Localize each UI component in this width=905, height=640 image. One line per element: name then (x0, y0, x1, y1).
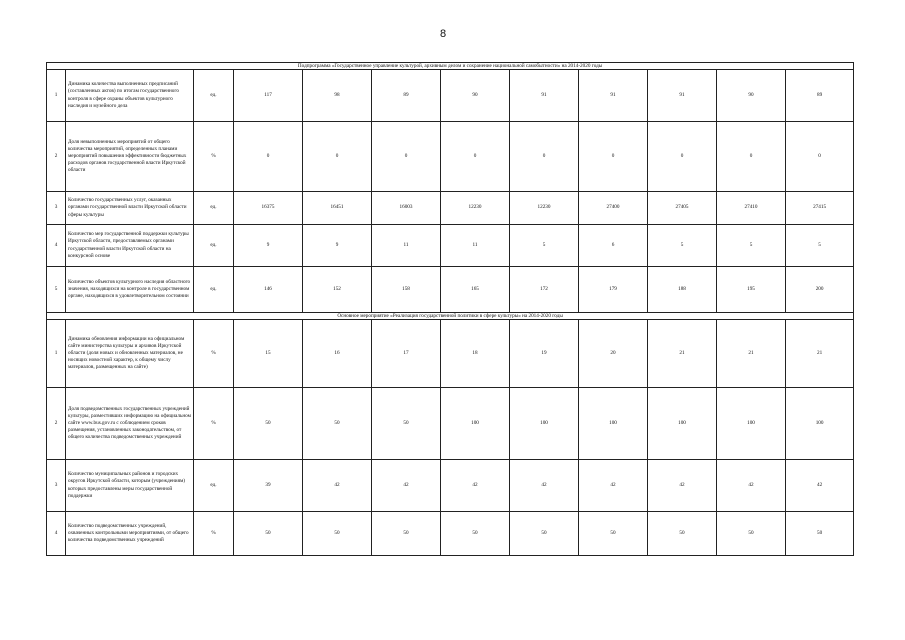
row-number-cell: 3 (47, 460, 66, 512)
unit-cell: % (194, 320, 234, 388)
value-cell: 100 (717, 388, 786, 460)
table-row (47, 388, 854, 460)
indicators-table (46, 62, 854, 556)
section-title: Основное мероприятие «Реализация государственной политики в сфере культуры» на 2014-2020 годы (47, 313, 854, 320)
unit-cell: ед. (194, 192, 234, 225)
value-cell: 172 (510, 267, 579, 313)
value-cell: 42 (510, 460, 579, 512)
indicator-description-cell: Доля подведомственных государственных учреждений культуры, разместивших информацию на официальном сайте www.bus.gov.ru с соблюдением сроков размещения, установленных законодательством, от общего количества подведомственных учреждений (66, 388, 194, 460)
unit-cell: % (194, 388, 234, 460)
table-row (47, 267, 854, 313)
value-cell: 146 (234, 267, 303, 313)
value-cell: 12230 (441, 192, 510, 225)
value-cell: 50 (441, 512, 510, 556)
value-cell: 50 (303, 512, 372, 556)
value-cell: 50 (372, 388, 441, 460)
value-cell: 117 (234, 70, 303, 122)
value-cell: 42 (717, 460, 786, 512)
page-number: 8 (440, 28, 447, 40)
value-cell: 50 (234, 512, 303, 556)
value-cell: 89 (372, 70, 441, 122)
value-cell: 50 (234, 388, 303, 460)
value-cell: 50 (786, 512, 854, 556)
value-cell: 179 (579, 267, 648, 313)
value-cell: 17 (372, 320, 441, 388)
value-cell: 50 (579, 512, 648, 556)
indicator-description-cell: Количество мер государственной поддержки культуры Иркутской области, предоставляемых органами государственной власти Иркутской области на конкурсной основе (66, 225, 194, 267)
value-cell: 100 (579, 388, 648, 460)
indicator-description-cell: Количество муниципальных районов и городских округов Иркутской области, которым (учреждениям) которых предоставлены меры государственной поддержки (66, 460, 194, 512)
value-cell: 27410 (717, 192, 786, 225)
value-cell: 0 (648, 122, 717, 192)
row-number-cell: 2 (47, 388, 66, 460)
value-cell: 27405 (648, 192, 717, 225)
row-number-cell: 1 (47, 70, 66, 122)
value-cell: 39 (234, 460, 303, 512)
value-cell: 188 (648, 267, 717, 313)
value-cell: 16375 (234, 192, 303, 225)
value-cell: 98 (303, 70, 372, 122)
row-number-cell: 4 (47, 512, 66, 556)
value-cell: 91 (648, 70, 717, 122)
value-cell: 16003 (372, 192, 441, 225)
unit-cell: % (194, 122, 234, 192)
row-number-cell: 2 (47, 122, 66, 192)
section-header-row (47, 63, 854, 70)
value-cell: 9 (303, 225, 372, 267)
value-cell: 27400 (579, 192, 648, 225)
value-cell: 91 (579, 70, 648, 122)
section-title: Подпрограмма «Государственное управление культурой, архивным делом и сохранение национальной самобытности» на 2014-2020 годы (47, 63, 854, 70)
value-cell: 100 (441, 388, 510, 460)
indicator-description-cell: Динамика количества выполненных предписаний (составленных актов) по итогам государственного контроля в сфере охраны объектов культурного наследия и музейного дела (66, 70, 194, 122)
table-row (47, 70, 854, 122)
table-row (47, 460, 854, 512)
value-cell: 15 (234, 320, 303, 388)
value-cell: 18 (441, 320, 510, 388)
indicator-description-cell: Количество подведомственных учреждений, охваченных контрольными мероприятиями, от общего количества подведомственных учреждений (66, 512, 194, 556)
value-cell: 165 (441, 267, 510, 313)
row-number-cell: 1 (47, 320, 66, 388)
unit-cell: % (194, 512, 234, 556)
value-cell: 5 (510, 225, 579, 267)
value-cell: 42 (441, 460, 510, 512)
value-cell: 100 (510, 388, 579, 460)
value-cell: 0 (579, 122, 648, 192)
table-row (47, 512, 854, 556)
value-cell: 90 (717, 70, 786, 122)
value-cell: 200 (786, 267, 854, 313)
value-cell: 50 (648, 512, 717, 556)
value-cell: 100 (648, 388, 717, 460)
value-cell: 21 (717, 320, 786, 388)
value-cell: 42 (303, 460, 372, 512)
value-cell: 0 (510, 122, 579, 192)
value-cell: 90 (441, 70, 510, 122)
table-row (47, 192, 854, 225)
value-cell: 16451 (303, 192, 372, 225)
value-cell: 5 (786, 225, 854, 267)
unit-cell: ед. (194, 267, 234, 313)
value-cell: 0 (372, 122, 441, 192)
unit-cell: ед. (194, 70, 234, 122)
value-cell: 0 (786, 122, 854, 192)
value-cell: 20 (579, 320, 648, 388)
value-cell: 9 (234, 225, 303, 267)
value-cell: 21 (648, 320, 717, 388)
value-cell: 16 (303, 320, 372, 388)
value-cell: 0 (717, 122, 786, 192)
unit-cell: ед. (194, 460, 234, 512)
value-cell: 19 (510, 320, 579, 388)
row-number-cell: 4 (47, 225, 66, 267)
section-header-row (47, 313, 854, 320)
value-cell: 50 (717, 512, 786, 556)
value-cell: 11 (372, 225, 441, 267)
value-cell: 42 (786, 460, 854, 512)
value-cell: 27415 (786, 192, 854, 225)
value-cell: 152 (303, 267, 372, 313)
row-number-cell: 5 (47, 267, 66, 313)
value-cell: 21 (786, 320, 854, 388)
indicator-description-cell: Доля невыполненных мероприятий от общего количества мероприятий, определенных планами мероприятий повышения эффективности бюджетных расходов органов государственной власти Иркутской области (66, 122, 194, 192)
table-row (47, 122, 854, 192)
value-cell: 0 (234, 122, 303, 192)
table-body (47, 63, 854, 556)
value-cell: 50 (510, 512, 579, 556)
indicator-description-cell: Динамика обновления информации на официальном сайте министерства культуры и архивов Иркутской области (доля новых и обновленных материалов, не носящих новостной характер, к общему числу материалов, размещенных на сайте) (66, 320, 194, 388)
unit-cell: ед. (194, 225, 234, 267)
indicator-description-cell: Количество объектов культурного наследия областного значения, находящихся на контроле в государственном органе, находящихся в удовлетворительном состоянии (66, 267, 194, 313)
indicator-description-cell: Количество государственных услуг, оказанных органами государственной власти Иркутской области сферы культуры (66, 192, 194, 225)
value-cell: 5 (648, 225, 717, 267)
value-cell: 158 (372, 267, 441, 313)
value-cell: 50 (303, 388, 372, 460)
value-cell: 42 (579, 460, 648, 512)
value-cell: 50 (372, 512, 441, 556)
value-cell: 0 (441, 122, 510, 192)
row-number-cell: 3 (47, 192, 66, 225)
value-cell: 42 (648, 460, 717, 512)
table-row (47, 225, 854, 267)
value-cell: 89 (786, 70, 854, 122)
value-cell: 5 (717, 225, 786, 267)
table-row (47, 320, 854, 388)
value-cell: 0 (303, 122, 372, 192)
value-cell: 100 (786, 388, 854, 460)
value-cell: 11 (441, 225, 510, 267)
value-cell: 195 (717, 267, 786, 313)
value-cell: 42 (372, 460, 441, 512)
value-cell: 12230 (510, 192, 579, 225)
value-cell: 6 (579, 225, 648, 267)
value-cell: 91 (510, 70, 579, 122)
